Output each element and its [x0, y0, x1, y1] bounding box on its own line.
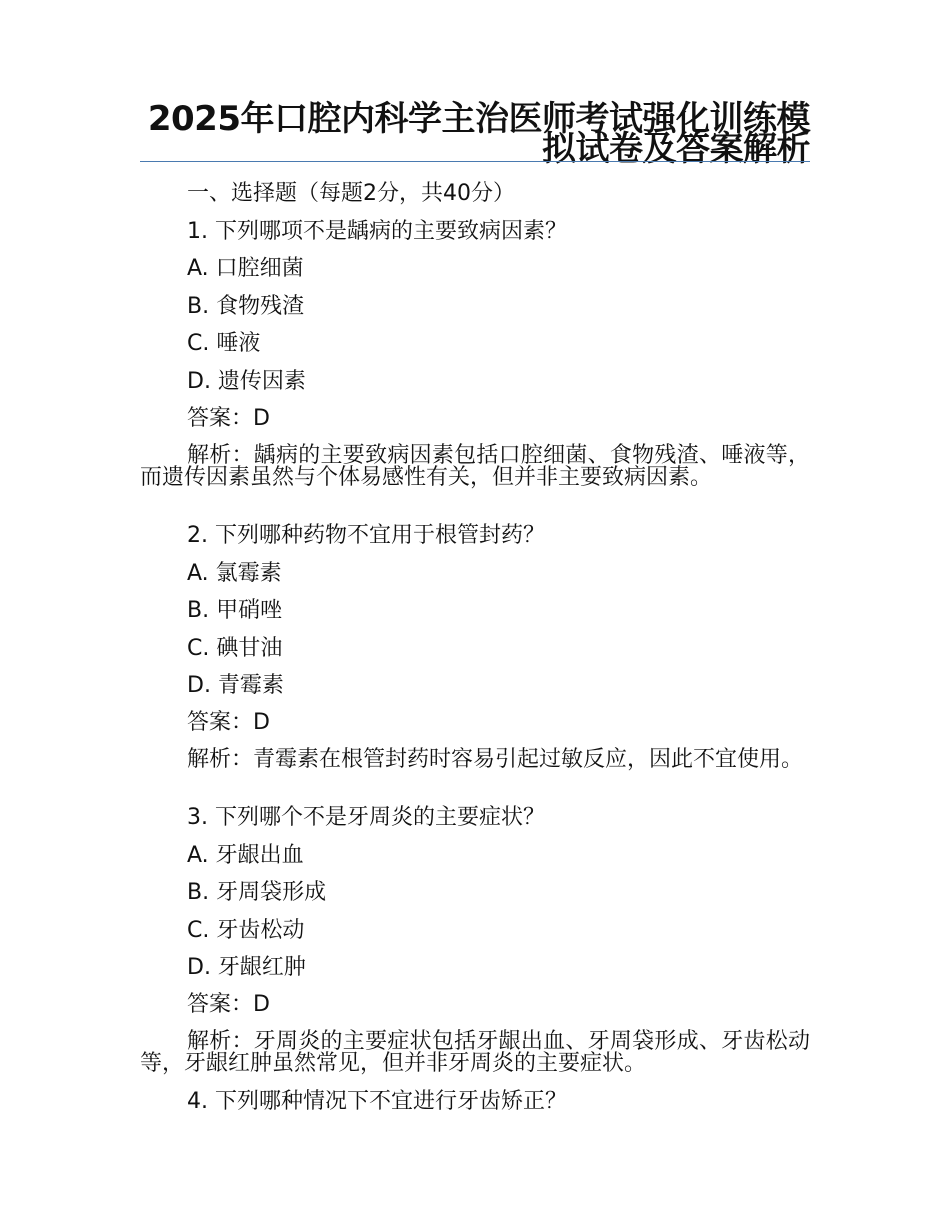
question-option: D. 遗传因素: [187, 369, 306, 394]
question-option: B. 牙周袋形成: [187, 880, 327, 905]
question-stem: 2. 下列哪种药物不宜用于根管封药？: [187, 523, 545, 548]
explanation-paragraph: 解析：龋病的主要致病因素包括口腔细菌、食物残渣、唾液等，而遗传因素虽然与个体易感性有关，但并非主要致病因素。: [140, 443, 810, 490]
document-title: 2025年口腔内科学主治医师考试强化训练模拟试卷及答案解析: [147, 99, 810, 169]
question-option: B. 甲硝唑: [187, 598, 283, 623]
title-divider: [140, 161, 810, 162]
section-heading: 一、选择题（每题2分，共40分）: [187, 181, 515, 206]
explanation-paragraph: 解析：牙周炎的主要症状包括牙龈出血、牙周袋形成、牙齿松动等，牙龈红肿虽然常见，但并非牙周炎的主要症状。: [140, 1029, 810, 1076]
answer-line: 答案：D: [187, 710, 270, 735]
question-option: C. 牙齿松动: [187, 918, 305, 943]
question-option: A. 口腔细菌: [187, 256, 304, 281]
question-stem: 1. 下列哪项不是龋病的主要致病因素？: [187, 219, 567, 244]
question-option: C. 唾液: [187, 331, 261, 356]
question-option: D. 牙龈红肿: [187, 955, 306, 980]
question-stem: 3. 下列哪个不是牙周炎的主要症状？: [187, 805, 545, 830]
question-stem: 4. 下列哪种情况下不宜进行牙齿矫正？: [187, 1089, 567, 1114]
question-option: A. 氯霉素: [187, 561, 282, 586]
question-option: C. 碘甘油: [187, 636, 283, 661]
answer-line: 答案：D: [187, 992, 270, 1017]
answer-line: 答案：D: [187, 406, 270, 431]
question-option: B. 食物残渣: [187, 294, 305, 319]
question-option: D. 青霉素: [187, 673, 284, 698]
explanation-paragraph: 解析：青霉素在根管封药时容易引起过敏反应，因此不宜使用。: [187, 747, 804, 772]
question-option: A. 牙龈出血: [187, 843, 304, 868]
